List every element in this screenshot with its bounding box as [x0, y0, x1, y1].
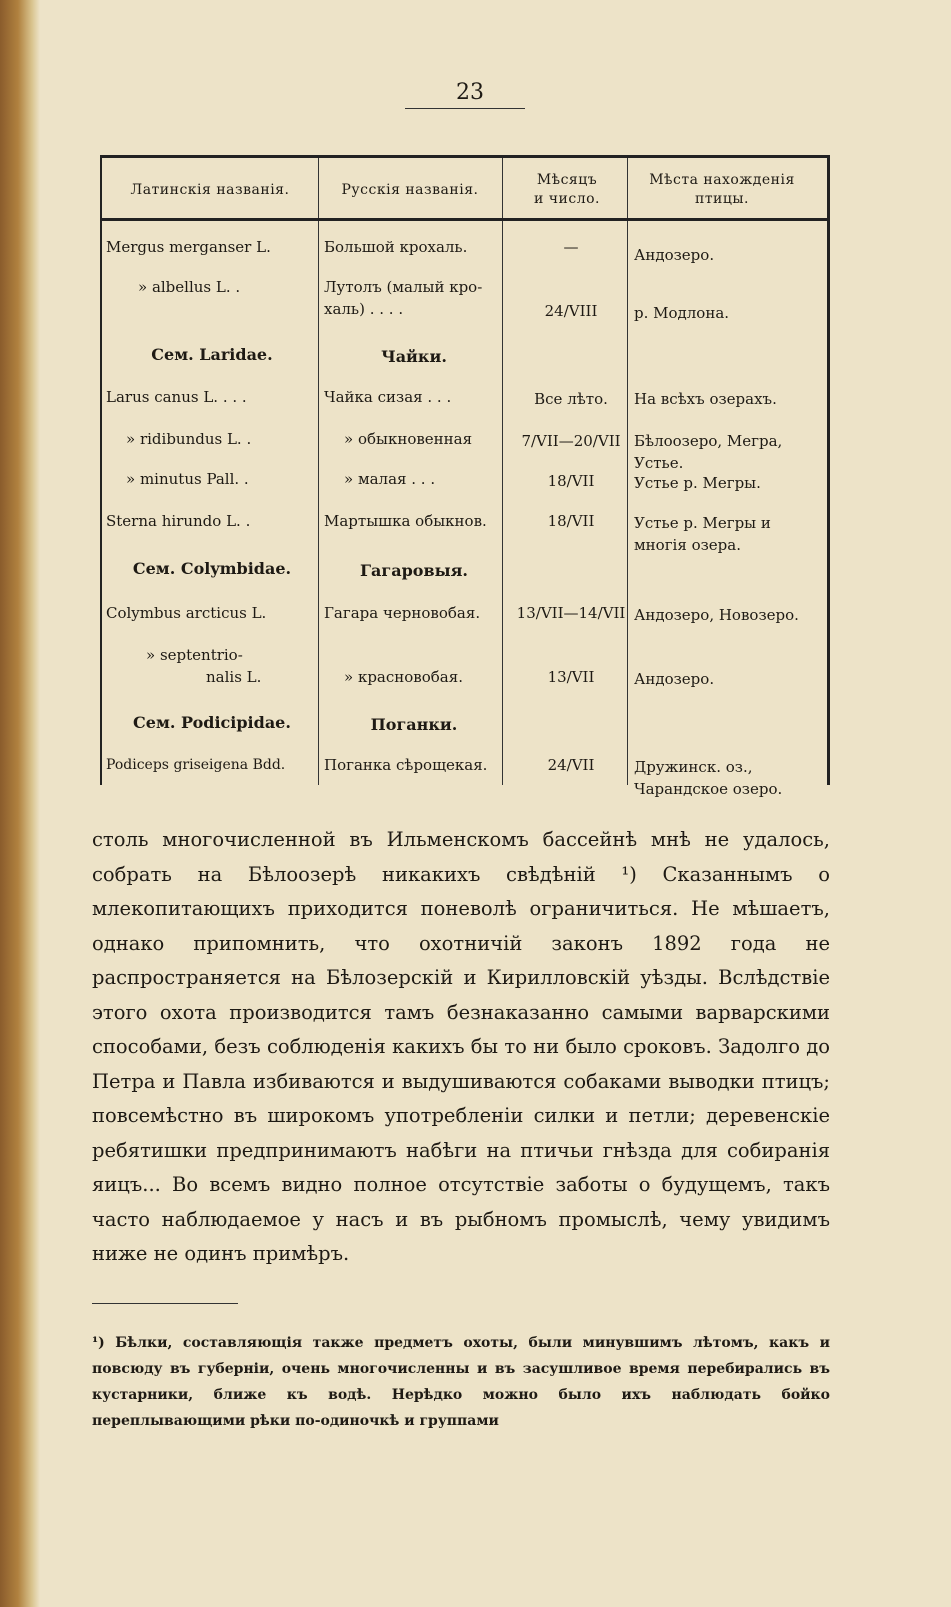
- russian-name: Лутолъ (малый кро-: [324, 278, 483, 296]
- latin-name: » septentrio-: [146, 646, 243, 664]
- month-date: 24/VIII: [544, 302, 598, 320]
- latin-name-cont: nalis L.: [206, 668, 262, 686]
- header-rule: [102, 218, 827, 221]
- month-date: 18/VII: [547, 512, 595, 530]
- russian-name: Гагара черновобая.: [324, 604, 481, 622]
- month-date: Все лѣто.: [534, 390, 608, 408]
- russian-name: Поганка сѣрощекая.: [324, 756, 488, 774]
- latin-name: » ridibundus L. .: [126, 430, 252, 448]
- month-date: 18/VII: [547, 472, 595, 490]
- header-latin: Латинскія названія.: [130, 181, 290, 198]
- month-date: 7/VII—20/VII: [521, 432, 621, 450]
- page-number-rule: [405, 108, 525, 109]
- footnote: ¹) Бѣлки, составляющія также предметъ охоты, были минувшимъ лѣтомъ, какъ и повсюду въ губерніи, очень многочисленны и въ засушливое время перебирались въ кустарники, ближе къ водѣ. Нерѣдко можно было ихъ наблюдать бойко переплывающими рѣки по-одиночкѣ и группами: [92, 1335, 830, 1429]
- latin-name: Larus canus L. . . .: [106, 388, 247, 406]
- family-russian: Чайки.: [381, 347, 447, 366]
- month-date: 13/VII: [547, 668, 595, 686]
- latin-name: Mergus merganser L.: [106, 238, 271, 256]
- latin-name: Colymbus arcticus L.: [106, 604, 267, 622]
- russian-name: Мартышка обыкнов.: [324, 512, 487, 530]
- latin-name: » albellus L. .: [138, 278, 241, 296]
- family-name: Сем. Laridae.: [151, 345, 273, 364]
- page-number: 23: [456, 80, 484, 105]
- russian-name: » красновобая.: [344, 668, 463, 686]
- location: Устье р. Мегры.: [634, 474, 761, 492]
- russian-name: Чайка сизая . . .: [324, 388, 452, 406]
- location: р. Модлона.: [634, 304, 730, 322]
- birds-table: [100, 155, 830, 798]
- header-location: Мѣста нахожденія птицы.: [649, 172, 795, 207]
- family-russian: Гагаровыя.: [360, 561, 468, 580]
- russian-name-cont: халь) . . . .: [324, 300, 404, 318]
- latin-name: Sterna hirundo L. .: [106, 512, 251, 530]
- footnote-rule: [92, 1303, 238, 1304]
- location: Устье р. Мегры и многія озера.: [634, 514, 771, 554]
- location: Дружинск. оз., Чарандское озеро.: [634, 758, 783, 798]
- body-paragraph: столь многочисленной въ Ильменскомъ бассейнѣ мнѣ не удалось, собрать на Бѣлоозерѣ никакихъ свѣдѣній ¹) Сказаннымъ о млекопитающихъ приходится поневолѣ ограничиться. Не мѣшаетъ, однако припомнить, что охотничій законъ 1892 года не распространяется на Бѣлозерскій и Кирилловскій уѣзды. Вслѣдствіе этого охота производится тамъ безнаказанно самыми варварскими способами, безъ соблюденія какихъ бы то ни было сроковъ. Задолго до Петра и Павла избиваются и выдушиваются собаками выводки птицъ; повсемѣстно въ широкомъ употребленіи силки и петли; деревенскіе ребятишки предпринимаютъ набѣги на птичьи гнѣзда для собиранія яицъ... Во всемъ видно полное отсутствіе заботы о будущемъ, такъ часто наблюдаемое у насъ и въ рыбномъ промыслѣ, чему увидимъ ниже не одинъ примѣръ.: [92, 828, 830, 1265]
- location: На всѣхъ озерахъ.: [634, 390, 777, 408]
- russian-name: » обыкновенная: [344, 430, 473, 448]
- month-date: —: [563, 238, 579, 256]
- latin-name: Podiceps griseigena Bdd.: [106, 757, 286, 773]
- header-month: Мѣсяцъ и число.: [534, 172, 600, 207]
- location: Андозеро, Новозеро.: [634, 606, 799, 624]
- latin-name: » minutus Pall. .: [126, 470, 249, 488]
- family-name: Сем. Podicipidae.: [133, 713, 291, 732]
- location: Бѣлоозеро, Мегра, Устье.: [634, 432, 783, 472]
- location: Андозеро.: [634, 670, 715, 688]
- header-russian: Русскія названія.: [341, 181, 479, 198]
- month-date: 24/VII: [547, 756, 595, 774]
- russian-name: Большой крохаль.: [324, 238, 468, 256]
- location: Андозеро.: [634, 246, 715, 264]
- month-date: 13/VII—14/VII: [516, 604, 626, 622]
- family-russian: Поганки.: [370, 715, 458, 734]
- book-spine-edge: [0, 0, 40, 1607]
- family-name: Сем. Colymbidae.: [132, 559, 292, 578]
- russian-name: » малая . . .: [344, 470, 436, 488]
